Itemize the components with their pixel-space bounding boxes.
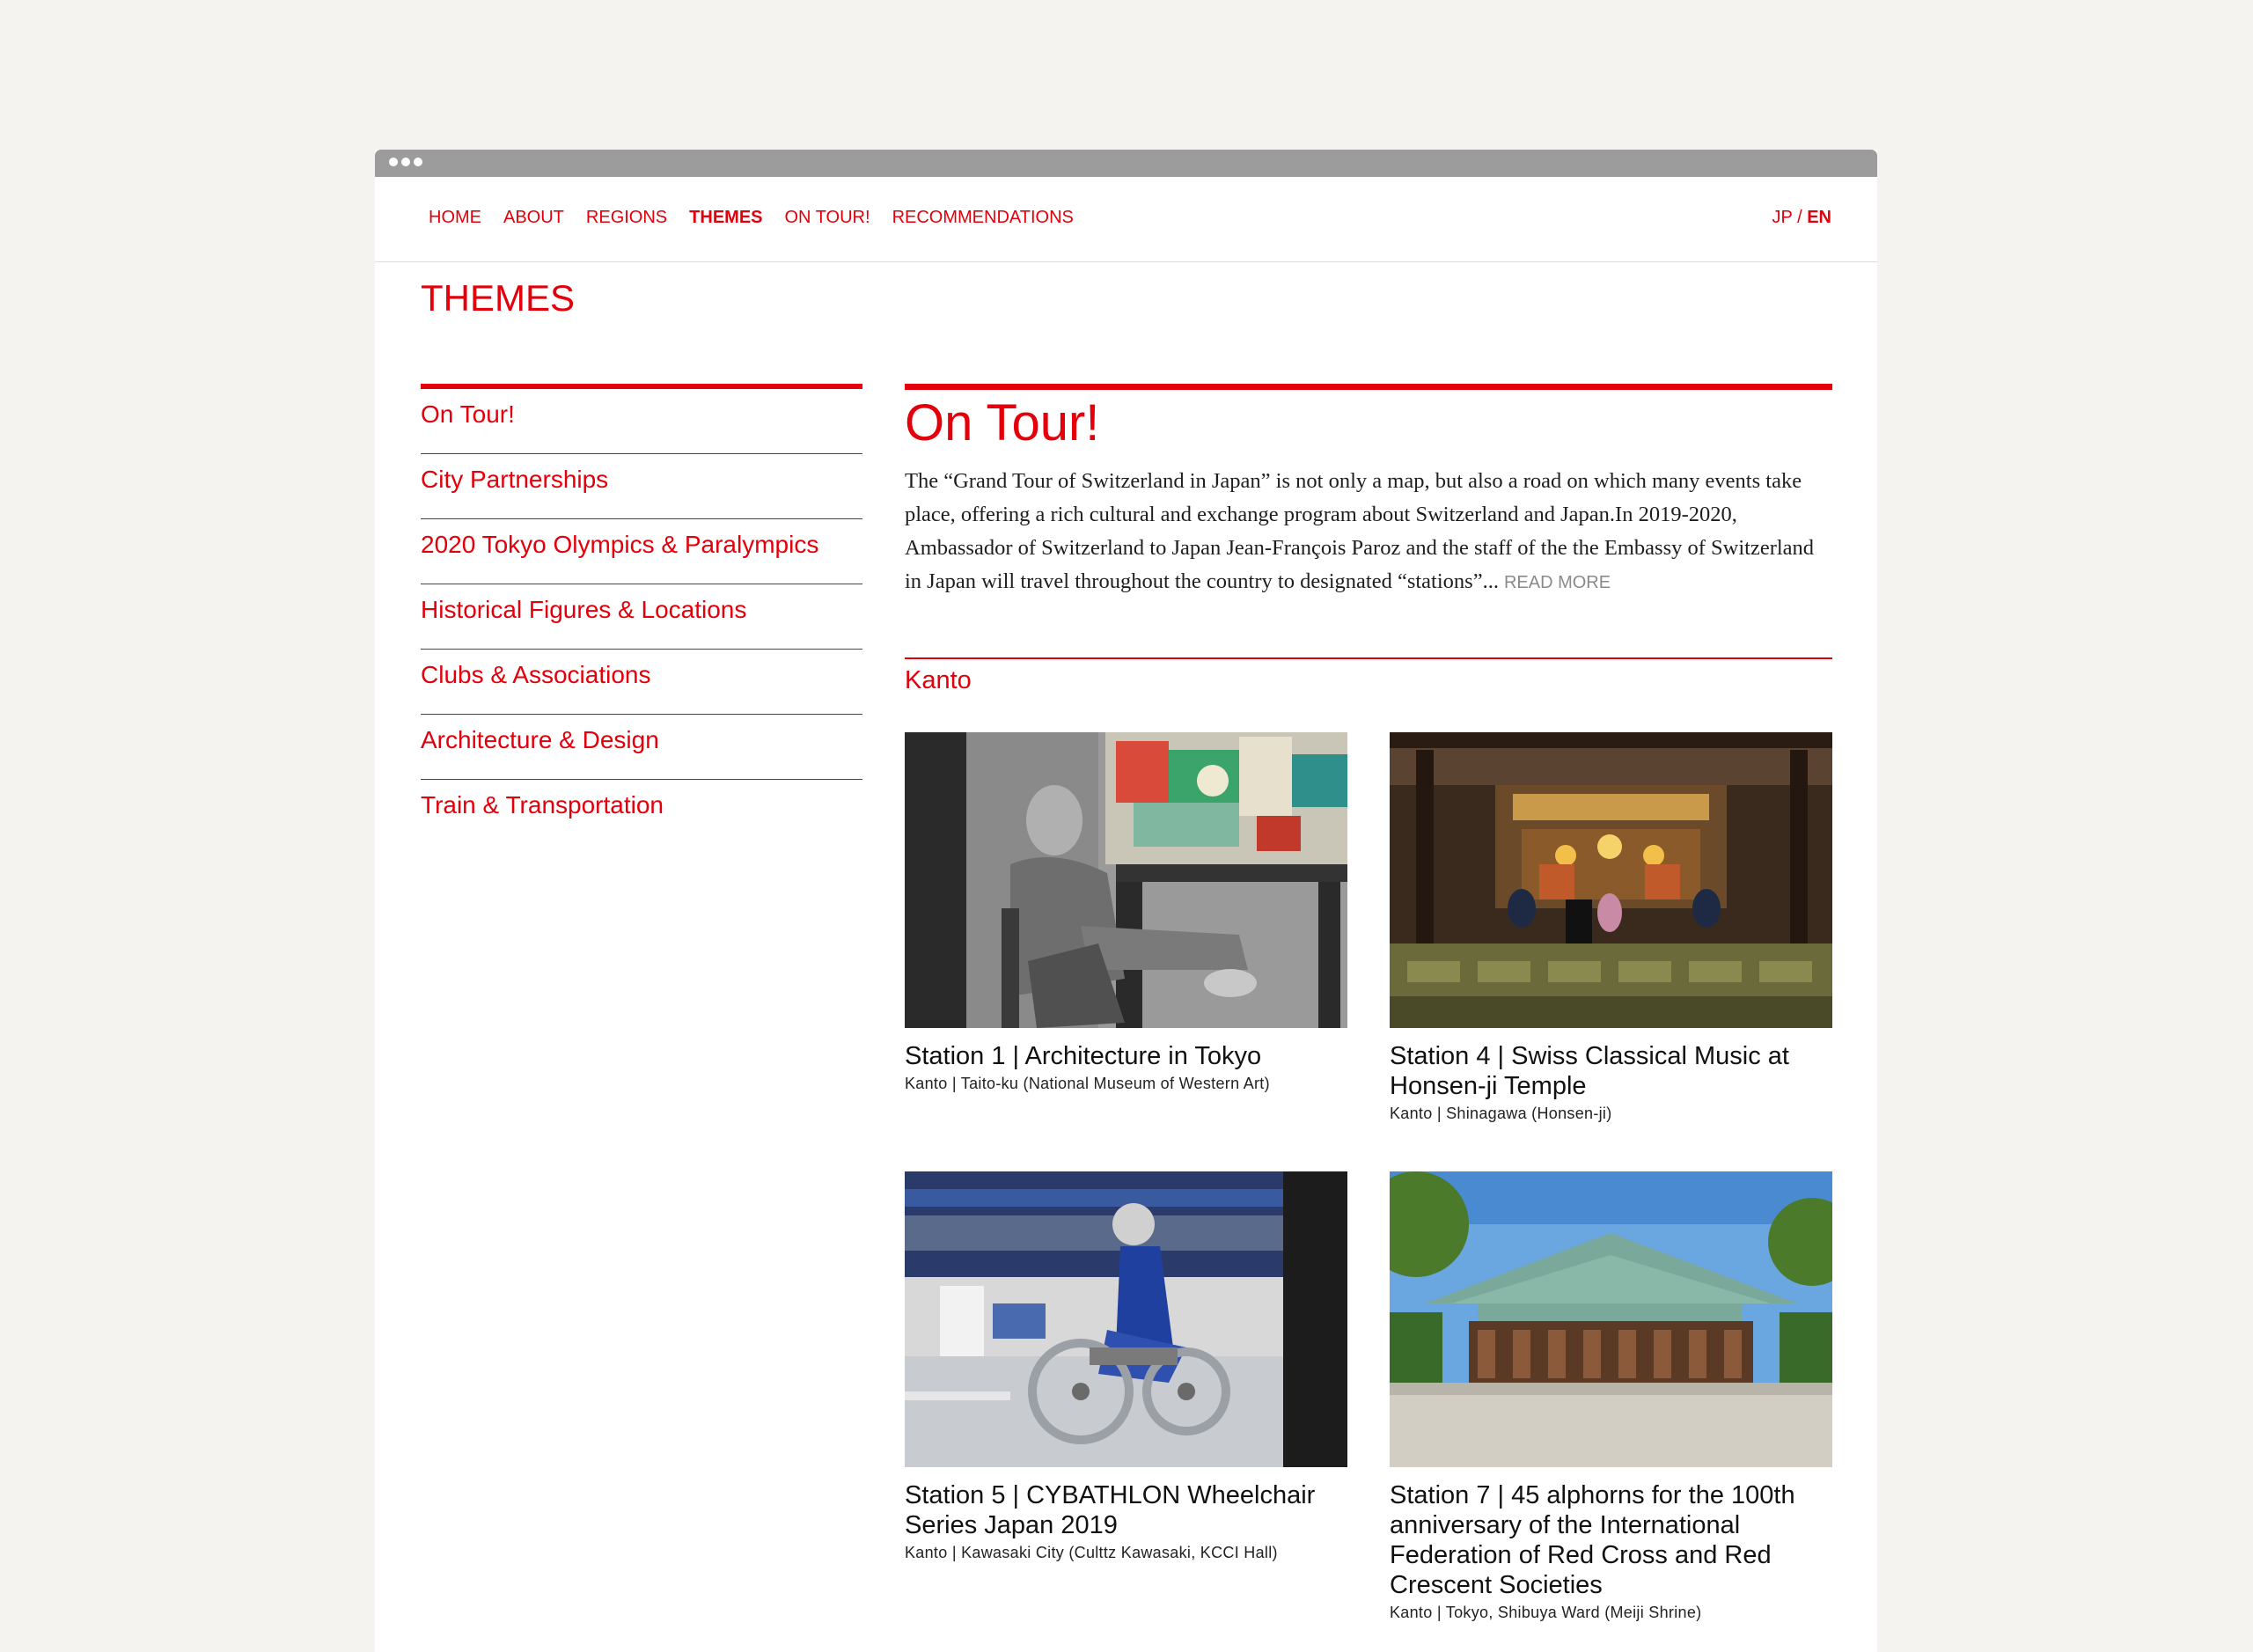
nav-recommendations[interactable]: RECOMMENDATIONS (892, 208, 1074, 227)
station-location: Kanto | Tokyo, Shibuya Ward (Meiji Shrine) (1390, 1603, 1702, 1621)
read-more-link[interactable]: READ MORE (1503, 573, 1611, 592)
temple-concert-photo-image (1390, 732, 1832, 1028)
section-title: On Tour! (905, 394, 1100, 452)
station-card[interactable] (905, 1171, 1347, 1622)
sidebar-item-clubs[interactable]: Clubs & Associations (421, 650, 862, 715)
station-location: Kanto | Taito-ku (National Museum of Western Art) (905, 1074, 1270, 1092)
station-card[interactable] (905, 732, 1347, 1123)
lang-jp-link[interactable]: JP (1772, 208, 1793, 227)
station-title[interactable]: Station 7 | 45 alphorns for the 100th anniversary of the International Federation of Red Cross and Red Crescent Societies (1390, 1480, 1795, 1599)
intro-text (905, 465, 1832, 599)
window-controls (389, 158, 422, 166)
window-dot-icon[interactable] (401, 158, 410, 166)
station-title[interactable]: Station 4 | Swiss Classical Music at Honsen-ji Temple (1390, 1041, 1789, 1100)
sidebar-item-architecture[interactable]: Architecture & Design (421, 715, 862, 780)
sidebar-item-olympics[interactable]: 2020 Tokyo Olympics & Paralympics (421, 519, 862, 584)
station-grid (905, 732, 1832, 1622)
architect-photo[interactable] (905, 732, 1347, 1028)
temple-concert-photo[interactable] (1390, 732, 1832, 1028)
station-card[interactable] (1390, 732, 1832, 1123)
architect-photo-image (905, 732, 1347, 1028)
station-location: Kanto | Kawasaki City (Culttz Kawasaki, KCCI Hall) (905, 1543, 1278, 1561)
station-title[interactable]: Station 5 | CYBATHLON Wheelchair Series Japan 2019 (905, 1480, 1316, 1539)
wheelchair-race-photo[interactable] (905, 1171, 1347, 1467)
meiji-shrine-photo[interactable] (1390, 1171, 1832, 1467)
page-title: THEMES (421, 277, 576, 319)
nav-regions[interactable]: REGIONS (585, 208, 668, 227)
lang-en-link[interactable]: EN (1807, 208, 1831, 227)
top-navigation (375, 177, 1877, 262)
station-card[interactable] (1390, 1171, 1832, 1622)
intro-body: The “Grand Tour of Switzerland in Japan” is not only a map, but also a road on which many events take place, offering a rich cultural and exchange program about Switzerland and Japan.In 2019-2020, Ambassador of Switzerland to Japan Jean-François Paroz and the staff of the the Embassy of Switzerland in Japan will travel throughout the country to designated “stations”... (905, 469, 1815, 593)
nav-about[interactable]: ABOUT (503, 208, 564, 227)
theme-sidebar (421, 384, 862, 845)
sidebar-item-transportation[interactable]: Train & Transportation (421, 791, 664, 819)
station-location: Kanto | Shinagawa (Honsen-ji) (1390, 1104, 1612, 1122)
sidebar-item-city-partnerships[interactable]: City Partnerships (421, 454, 862, 519)
region-title: Kanto (905, 665, 972, 694)
section-divider (905, 384, 1832, 390)
language-switcher (1772, 208, 1831, 228)
window-dot-icon[interactable] (414, 158, 422, 166)
main-content (905, 384, 1832, 1622)
main-menu (429, 208, 1074, 228)
meiji-shrine-photo-image (1390, 1171, 1832, 1467)
sidebar-item-historical[interactable]: Historical Figures & Locations (421, 584, 862, 650)
browser-titlebar (375, 150, 1877, 177)
lang-separator: / (1792, 208, 1808, 227)
nav-home[interactable]: HOME (429, 208, 481, 227)
window-dot-icon[interactable] (389, 158, 398, 166)
station-title[interactable]: Station 1 | Architecture in Tokyo (905, 1041, 1262, 1070)
wheelchair-race-photo-image (905, 1171, 1347, 1467)
nav-on-tour[interactable]: ON TOUR! (784, 208, 870, 227)
nav-themes[interactable]: THEMES (689, 208, 763, 227)
browser-window (375, 150, 1877, 1652)
sidebar-item-on-tour[interactable]: On Tour! (421, 389, 862, 454)
